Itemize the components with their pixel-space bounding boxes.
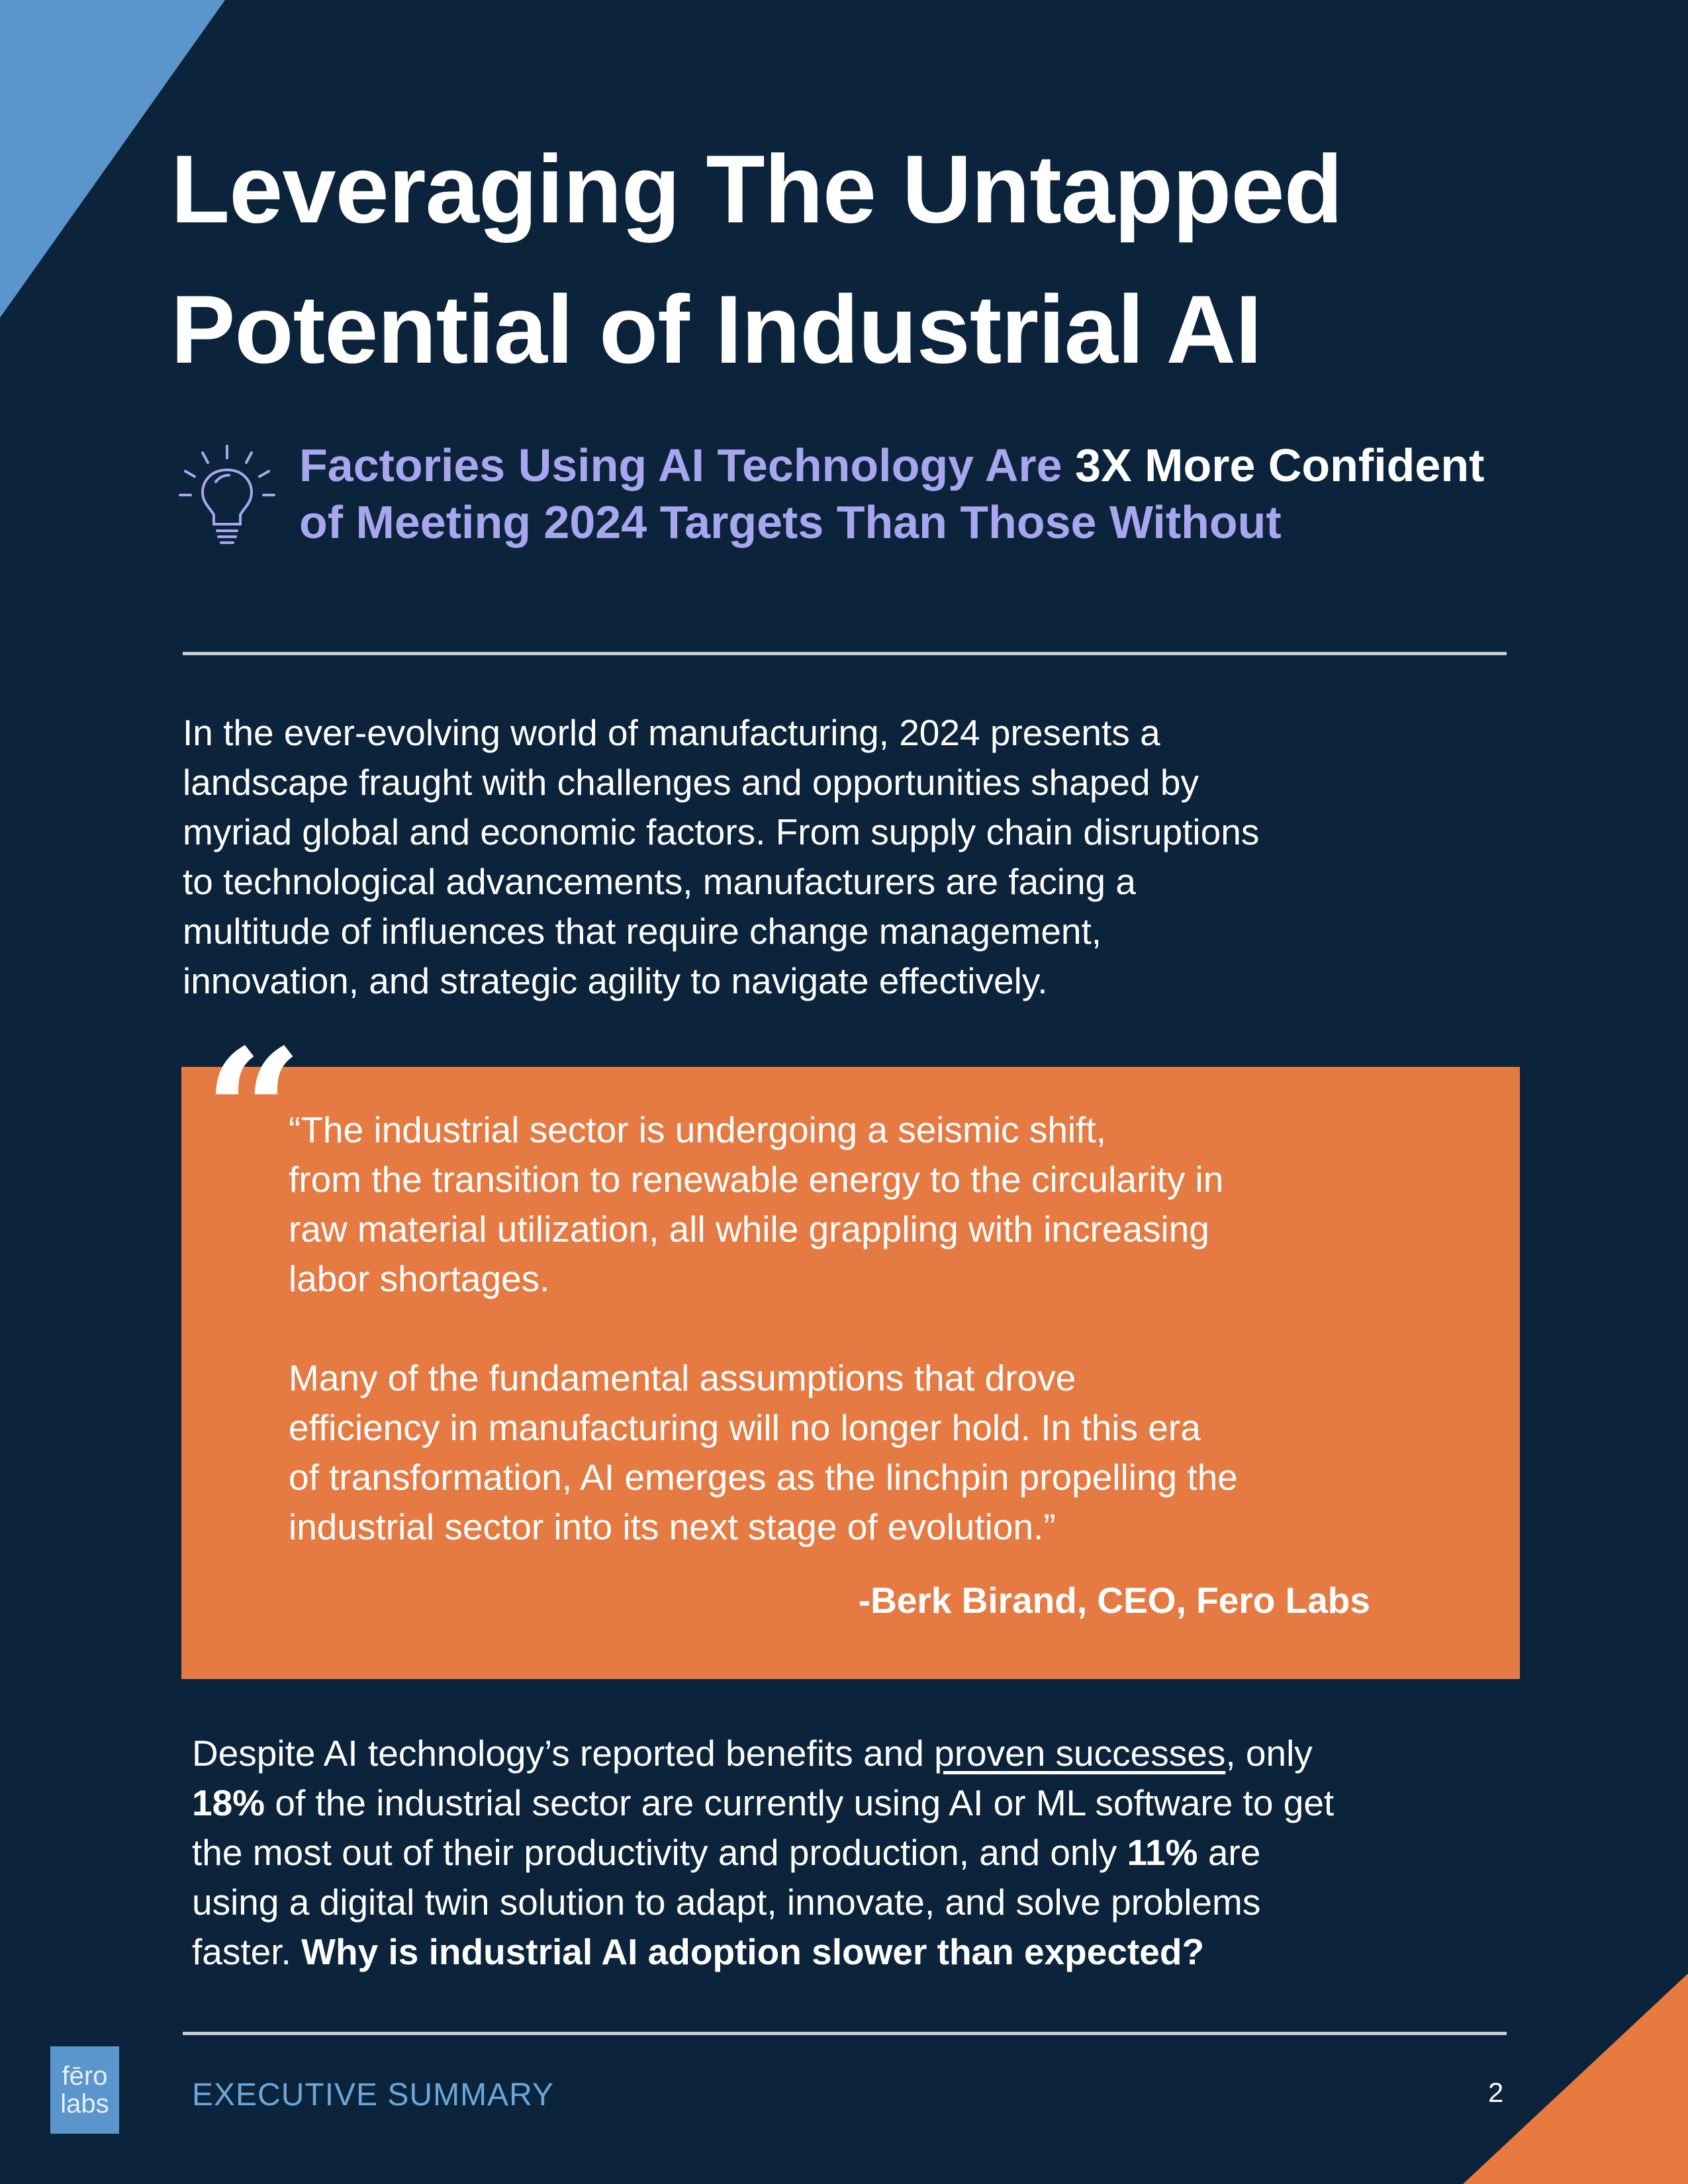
headline-line-2: of Meeting 2024 Targets Than Those Without	[299, 496, 1282, 548]
closing-line-4: using a digital twin solution to adapt, innovate, and solve problems	[192, 1882, 1261, 1923]
quote-line: “The industrial sector is undergoing a seismic shift,	[289, 1109, 1106, 1150]
closing-line-3	[192, 1828, 1542, 1878]
quote-mark-icon: “	[204, 1012, 303, 1214]
quote-line: of transformation, AI emerges as the linchpin propelling the	[289, 1457, 1238, 1498]
closing-line-2	[192, 1778, 1542, 1828]
stat-18-percent: 18%	[192, 1782, 265, 1823]
quote-line: efficiency in manufacturing will no longer hold. In this era	[289, 1407, 1201, 1448]
intro-paragraph	[183, 708, 1540, 1006]
closing-text: are	[1197, 1832, 1261, 1873]
proven-successes-link[interactable]: proven successes	[934, 1733, 1226, 1774]
headline-text-1: Factories Using AI Technology Are	[299, 439, 1076, 491]
title-line-2: Potential of Industrial AI	[171, 275, 1262, 383]
section-label: EXECUTIVE SUMMARY	[192, 2077, 554, 2113]
closing-question: Why is industrial AI adoption slower than expected?	[301, 1931, 1205, 1972]
closing-line-5	[192, 1927, 1542, 1977]
quote-line: Many of the fundamental assumptions that drove	[289, 1357, 1076, 1398]
divider-top	[183, 652, 1507, 655]
intro-line: landscape fraught with challenges and opportunities shaped by	[183, 762, 1199, 803]
quote-paragraph-1	[289, 1105, 1500, 1304]
intro-line: innovation, and strategic agility to navigate effectively.	[183, 960, 1048, 1001]
closing-text: faster.	[192, 1931, 302, 1972]
quote-line: labor shortages.	[289, 1258, 550, 1299]
closing-text: Despite AI technology’s reported benefits and	[192, 1733, 935, 1774]
quote-box	[181, 1012, 1520, 1679]
fero-labs-logo	[50, 2046, 119, 2134]
logo-line-1: fēro	[62, 2062, 108, 2091]
intro-line: In the ever-evolving world of manufacturing, 2024 presents a	[183, 712, 1160, 753]
quote-line: industrial sector into its next stage of evolution.”	[289, 1506, 1056, 1547]
quote-line: from the transition to renewable energy to the circularity in	[289, 1159, 1224, 1200]
closing-line-1	[192, 1729, 1542, 1778]
quote-attribution: -Berk Birand, CEO, Fero Labs	[858, 1580, 1370, 1621]
divider-bottom	[183, 2032, 1507, 2035]
closing-text: the most out of their productivity and production, and only	[192, 1832, 1127, 1873]
page-number: 2	[1488, 2077, 1504, 2108]
page-title	[171, 119, 1594, 400]
title-line-1: Leveraging The Untapped	[171, 135, 1342, 243]
intro-line: to technological advancements, manufacturers are facing a	[183, 861, 1136, 902]
logo-line-2: labs	[60, 2089, 109, 2118]
quote-text	[289, 1105, 1500, 1552]
stat-11-percent: 11%	[1127, 1832, 1198, 1873]
lightbulb-icon	[177, 442, 277, 548]
closing-text: , only	[1225, 1733, 1313, 1774]
headline-highlight: 3X More Confident	[1075, 439, 1485, 491]
quote-paragraph-2	[289, 1353, 1500, 1552]
quote-line: raw material utilization, all while grappling with increasing	[289, 1208, 1209, 1250]
headline-line-1	[299, 437, 1583, 494]
headline-stat	[299, 437, 1583, 551]
closing-paragraph	[192, 1729, 1542, 1977]
intro-line: multitude of influences that require change management,	[183, 911, 1102, 952]
closing-text: of the industrial sector are currently using AI or ML software to get	[265, 1782, 1335, 1823]
intro-line: myriad global and economic factors. From supply chain disruptions	[183, 811, 1260, 852]
